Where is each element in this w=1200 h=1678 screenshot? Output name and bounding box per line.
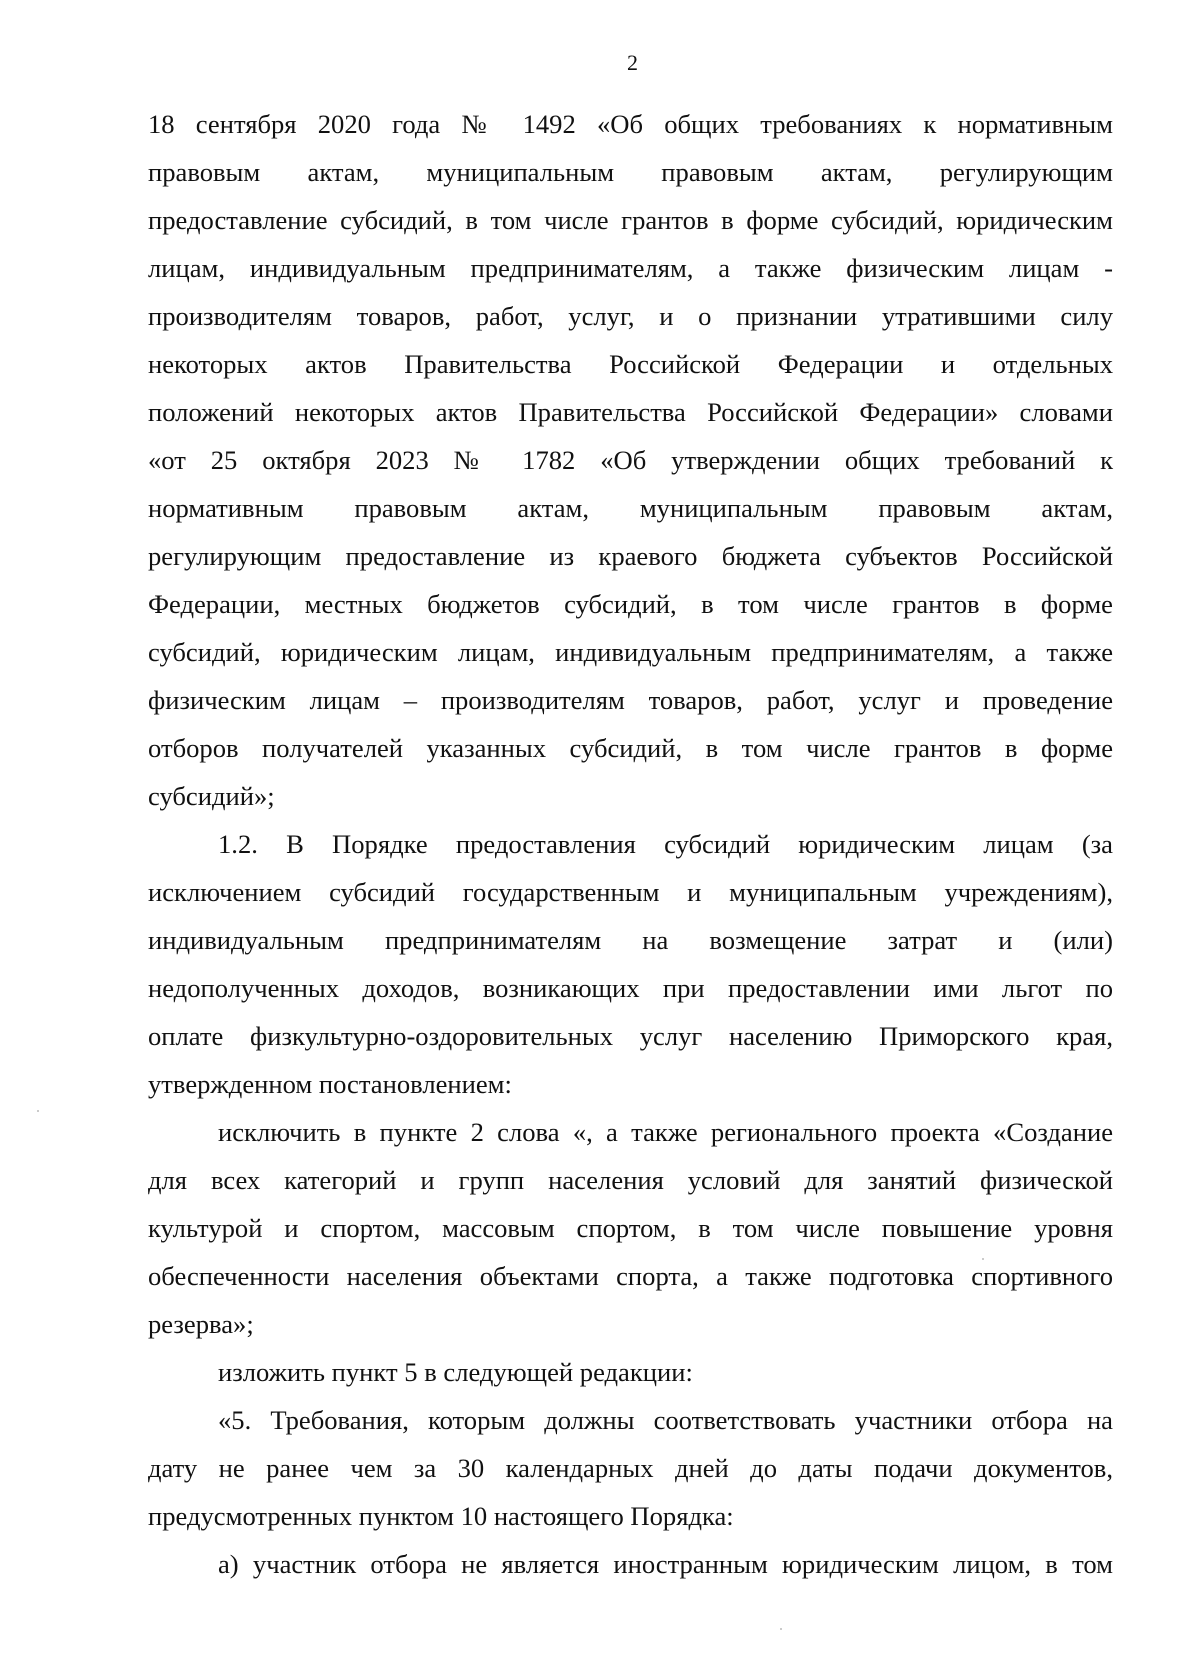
paragraph [148, 100, 1113, 820]
text-line: индивидуальным предпринимателям на возмещение затрат и (или) [148, 925, 1113, 955]
scan-speck [780, 1628, 782, 1630]
text-line: недополученных доходов, возникающих при предоставлении ими льгот по [148, 973, 1113, 1003]
text-line: субсидий, юридическим лицам, индивидуальным предпринимателям, а также [148, 637, 1113, 667]
text-line: некоторых актов Правительства Российской Федерации и отдельных [148, 349, 1113, 379]
text-line: Федерации, местных бюджетов субсидий, в том числе грантов в форме [148, 589, 1113, 619]
text-line: обеспеченности населения объектами спорта, а также подготовка спортивного [148, 1261, 1113, 1291]
text-line: предусмотренных пунктом 10 настоящего Порядка: [148, 1501, 734, 1531]
text-line: культурой и спортом, массовым спортом, в том числе повышение уровня [148, 1213, 1113, 1243]
text-line: «от 25 октября 2023 № 1782 «Об утверждении общих требований к [148, 445, 1113, 475]
text-line: оплате физкультурно-оздоровительных услуг населению Приморского края, [148, 1021, 1113, 1051]
text-line: отборов получателей указанных субсидий, в том числе грантов в форме [148, 733, 1113, 763]
paragraph [148, 1540, 1113, 1588]
scan-speck [37, 1110, 39, 1112]
text-line: предоставление субсидий, в том числе грантов в форме субсидий, юридическим [148, 205, 1113, 235]
text-line: дату не ранее чем за 30 календарных дней до даты подачи документов, [148, 1453, 1113, 1483]
document-body [148, 100, 1113, 1588]
paragraph [148, 1108, 1113, 1348]
text-line: изложить пункт 5 в следующей редакции: [218, 1357, 693, 1387]
text-line: а) участник отбора не является иностранным юридическим лицом, в том [218, 1549, 1113, 1579]
text-line: субсидий»; [148, 781, 275, 811]
text-line: исключением субсидий государственным и муниципальным учреждениям), [148, 877, 1113, 907]
text-line: резерва»; [148, 1309, 254, 1339]
text-line: исключить в пункте 2 слова «, а также регионального проекта «Создание [218, 1117, 1113, 1147]
text-line: производителям товаров, работ, услуг, и о признании утратившими силу [148, 301, 1113, 331]
text-line: утвержденном постановлением: [148, 1069, 512, 1099]
text-line: правовым актам, муниципальным правовым актам, регулирующим [148, 157, 1113, 187]
text-line: регулирующим предоставление из краевого бюджета субъектов Российской [148, 541, 1113, 571]
paragraph [148, 1396, 1113, 1540]
text-line: 1.2. В Порядке предоставления субсидий юридическим лицам (за [218, 829, 1113, 859]
text-line: физическим лицам – производителям товаров, работ, услуг и проведение [148, 685, 1113, 715]
paragraph [148, 820, 1113, 1108]
scan-speck [982, 1258, 984, 1260]
paragraph [148, 1348, 1113, 1396]
text-line: для всех категорий и групп населения условий для занятий физической [148, 1165, 1113, 1195]
text-line: 18 сентября 2020 года № 1492 «Об общих требованиях к нормативным [148, 109, 1113, 139]
text-line: нормативным правовым актам, муниципальным правовым актам, [148, 493, 1113, 523]
page-number: 2 [627, 50, 638, 75]
text-line: лицам, индивидуальным предпринимателям, а также физическим лицам - [148, 253, 1113, 283]
text-line: «5. Требования, которым должны соответствовать участники отбора на [218, 1405, 1113, 1435]
text-line: положений некоторых актов Правительства Российской Федерации» словами [148, 397, 1113, 427]
